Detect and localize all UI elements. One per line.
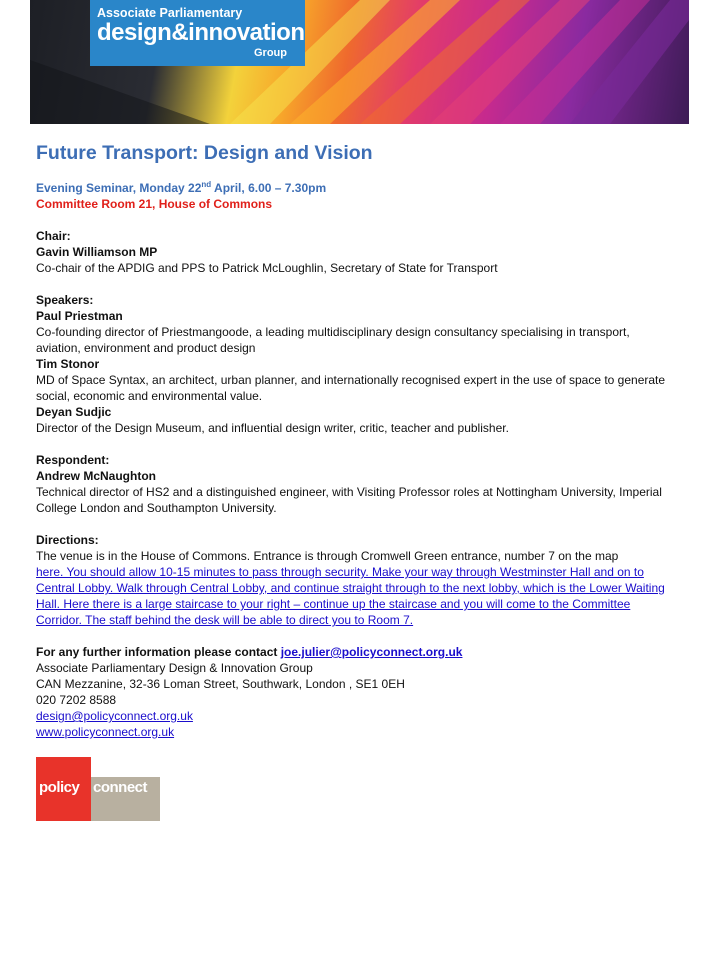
logo-line2: design&innovation: [97, 19, 305, 46]
event-datetime-suffix: April, 6.00 – 7.30pm: [211, 181, 327, 195]
policy-connect-logo: [36, 757, 160, 821]
directions-link-line: [36, 580, 686, 596]
contact-website-line: [36, 724, 686, 740]
respondent-name: Andrew McNaughton: [36, 469, 156, 483]
header-banner: [30, 0, 689, 124]
speaker-desc-line: Co-founding director of Priestmangoode, a leading multidisciplinary design consultancy specialising in transport,: [36, 325, 630, 339]
speaker-desc-line: Director of the Design Museum, and influential design writer, critic, teacher and publisher.: [36, 421, 509, 435]
directions-heading: Directions:: [36, 533, 99, 547]
contact-address: CAN Mezzanine, 32-36 Loman Street, Southwark, London , SE1 0EH: [36, 677, 405, 691]
event-datetime-prefix: Evening Seminar, Monday 22: [36, 181, 202, 195]
contact-prompt-text: For any further information please contact: [36, 645, 281, 659]
event-datetime: [36, 180, 686, 196]
chair-desc: Co-chair of the APDIG and PPS to Patrick McLoughlin, Secretary of State for Transport: [36, 261, 498, 275]
directions-link-line: [36, 564, 686, 580]
directions-link-line: [36, 596, 686, 612]
respondent-desc-line: Technical director of HS2 and a distinguished engineer, with Visiting Professor roles at Nottingham University, Imperial: [36, 485, 662, 499]
contact-email2-line: [36, 708, 686, 724]
speaker-name: Tim Stonor: [36, 357, 100, 371]
design-email-link[interactable]: design@policyconnect.org.uk: [36, 709, 193, 723]
contact-email-link[interactable]: joe.julier@policyconnect.org.uk: [280, 645, 463, 659]
directions-map-link[interactable]: Hall. Here there is a large staircase to your right – continue up the staircase and you will come to the Committee: [36, 597, 631, 611]
directions-map-link[interactable]: here. You should allow 10-15 minutes to pass through security. Make your way through Westminster Hall and on to: [36, 565, 644, 579]
directions-link-line: [36, 612, 686, 628]
speakers-heading: Speakers:: [36, 293, 94, 307]
logo-word-policy: policy: [39, 779, 80, 796]
speaker-desc-line: MD of Space Syntax, an architect, urban planner, and internationally recognised expert in the use of space to generate: [36, 373, 666, 387]
logo-line1: Associate Parliamentary: [97, 6, 243, 20]
document-body: [36, 140, 686, 740]
speaker-name: Deyan Sudjic: [36, 405, 112, 419]
speaker-desc-line: social, economic and environmental value.: [36, 389, 263, 403]
speaker-name: Paul Priestman: [36, 309, 123, 323]
contact-prompt: [36, 644, 686, 660]
directions-map-link[interactable]: Central Lobby. Walk through Central Lobby, and continue straight through to the next lobby, which is the Lower Waiting: [36, 581, 665, 595]
page-title: Future Transport: Design and Vision: [36, 142, 373, 164]
event-datetime-sup: nd: [201, 180, 212, 189]
respondent-desc-line: College London and Southampton University.: [36, 501, 277, 515]
chair-heading: Chair:: [36, 229, 71, 243]
apdig-logo: [90, 0, 305, 66]
logo-word-connect: connect: [93, 779, 148, 796]
contact-org: Associate Parliamentary Design & Innovation Group: [36, 661, 313, 675]
respondent-heading: Respondent:: [36, 453, 110, 467]
speaker-desc-line: aviation, environment and product design: [36, 341, 256, 355]
logo-line3: Group: [254, 47, 287, 59]
event-location: Committee Room 21, House of Commons: [36, 197, 273, 211]
contact-phone: 020 7202 8588: [36, 693, 117, 707]
directions-map-link[interactable]: Corridor. The staff behind the desk will be able to direct you to Room 7.: [36, 613, 414, 627]
chair-name: Gavin Williamson MP: [36, 245, 158, 259]
website-link[interactable]: www.policyconnect.org.uk: [36, 725, 175, 739]
directions-text: The venue is in the House of Commons. Entrance is through Cromwell Green entrance, number 7 on the map: [36, 549, 619, 563]
